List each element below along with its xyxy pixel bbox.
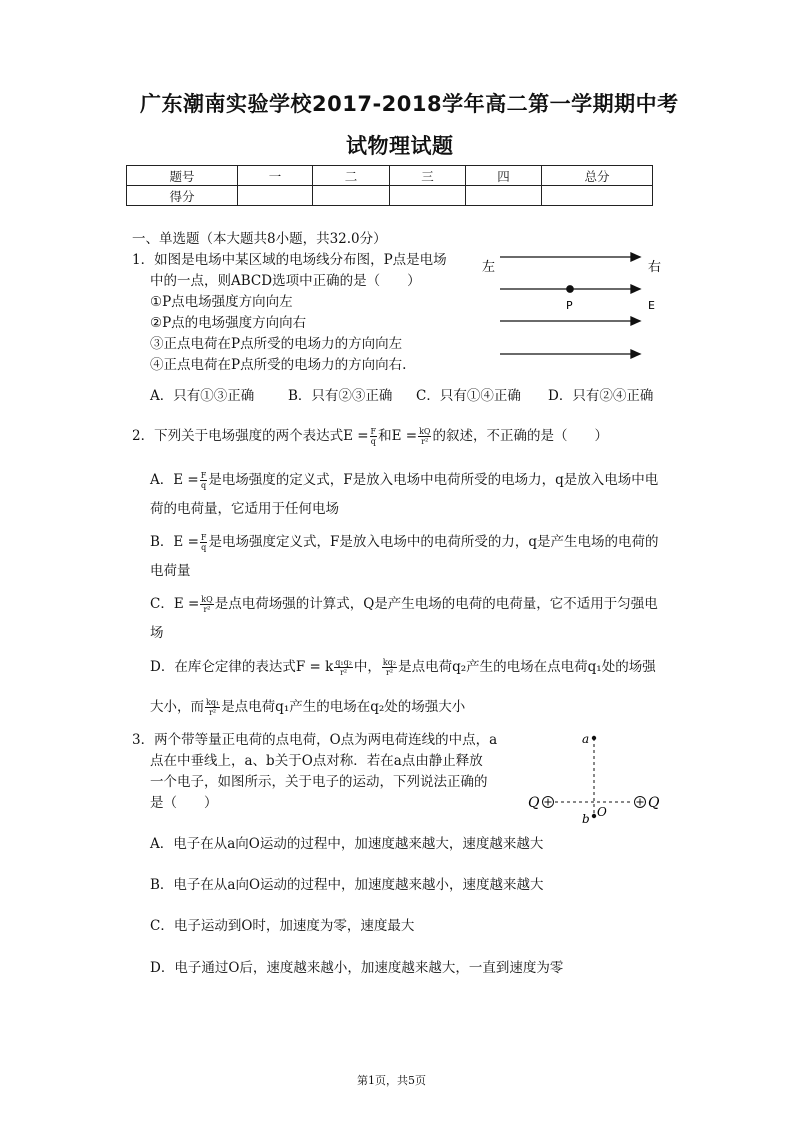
score-table bbox=[126, 165, 653, 206]
fraction-denominator: q bbox=[201, 543, 207, 552]
fraction-numerator: q₁q₂ bbox=[335, 658, 352, 667]
fraction bbox=[200, 471, 208, 490]
fraction-denominator: q bbox=[200, 481, 207, 490]
figure-label-right: 右 bbox=[648, 260, 662, 275]
q2-option-d-line2 bbox=[150, 697, 465, 717]
point-p-dot bbox=[567, 286, 573, 292]
q2-option-b-line2: 电荷量 bbox=[150, 563, 191, 579]
score-table-header-row bbox=[127, 166, 653, 186]
q1-stem-line1: 1．如图是电场中某区域的电场线分布图，P点是电场 bbox=[132, 252, 447, 268]
q1-option-b: B．只有②③正确 bbox=[288, 388, 393, 404]
q2-option-part: 是电场强度定义式，F是放入电场中的电荷所受的力，q是产生电场的电荷的 bbox=[208, 534, 659, 550]
figure-label-b: b bbox=[582, 812, 590, 826]
q2-option-part: 是点电荷q₂产生的电场在点电荷q₁处的场强 bbox=[398, 659, 656, 675]
q3-stem-line4: 是（ ） bbox=[150, 795, 218, 811]
fraction-numerator: F bbox=[370, 427, 377, 436]
table-header-cell: 二 bbox=[313, 166, 390, 186]
figure-label-o: O bbox=[597, 805, 607, 819]
q2-option-part: D．在库仑定律的表达式F = k bbox=[150, 659, 334, 675]
figure-label-q-left: Q bbox=[528, 795, 540, 811]
q2-option-part: 是电场强度的定义式，F是放入电场中电荷所受的电场力，q是放入电场中电 bbox=[208, 472, 659, 488]
q2-option-part: C．E = bbox=[150, 596, 200, 612]
section-heading: 一、单选题（本大题共8小题，共32.0分） bbox=[132, 231, 387, 247]
fraction-numerator: kQ bbox=[201, 595, 213, 604]
q3-stem-line3: 一个电子，如图所示，关于电子的运动，下列说法正确的 bbox=[150, 774, 488, 790]
q3-stem-line1: 3．两个带等量正电荷的点电荷，O点为两电荷连线的中点，a bbox=[132, 732, 498, 748]
fraction bbox=[200, 595, 213, 614]
table-header-cell: 总分 bbox=[542, 166, 653, 186]
q2-option-c-line1 bbox=[150, 594, 658, 614]
fraction bbox=[370, 427, 378, 446]
arrowhead-icon bbox=[631, 285, 640, 293]
q3-stem-line2: 点在中垂线上，a、b关于O点对称．若在a点由静止释放 bbox=[150, 753, 483, 769]
fraction-denominator: r² bbox=[386, 668, 394, 677]
left-positive-charge-icon bbox=[543, 797, 554, 808]
q2-option-b-line1 bbox=[150, 532, 658, 552]
q2-option-c-line2: 场 bbox=[150, 625, 164, 641]
q3-option-a: A．电子在从a向O运动的过程中，加速度越来越大，速度越来越大 bbox=[150, 836, 544, 852]
q3-option-c: C．电子运动到O时，加速度为零，速度最大 bbox=[150, 918, 415, 934]
page-footer: 第1页，共5页 bbox=[357, 1074, 426, 1087]
arrowhead-icon bbox=[631, 317, 640, 325]
fraction-numerator: kQ bbox=[419, 427, 431, 436]
score-cell bbox=[390, 186, 466, 206]
q3-option-b: B．电子在从a向O运动的过程中，加速度越来越小，速度越来越大 bbox=[150, 877, 544, 893]
q2-stem-part: 2．下列关于电场强度的两个表达式E = bbox=[132, 428, 369, 444]
table-row-label: 得分 bbox=[127, 186, 238, 206]
electric-field-lines-figure bbox=[478, 245, 678, 375]
fraction-numerator: kq₂ bbox=[382, 658, 397, 667]
q2-option-a-line2: 荷的电荷量，它适用于任何电场 bbox=[150, 501, 339, 517]
table-header-cell: 四 bbox=[466, 166, 542, 186]
fraction-numerator: F bbox=[200, 471, 207, 480]
table-header-cell: 题号 bbox=[127, 166, 238, 186]
q1-option-d: D．只有②④正确 bbox=[548, 388, 654, 404]
score-table-row bbox=[127, 186, 653, 206]
q3-option-d: D．电子通过O后，速度越来越小，加速度越来越大，一直到速度为零 bbox=[150, 960, 564, 976]
right-positive-charge-icon bbox=[635, 797, 646, 808]
fraction-denominator: r² bbox=[340, 668, 348, 677]
q1-statement-4: ④正点电荷在P点所受的电场力的方向向右. bbox=[150, 357, 407, 373]
q1-statement-2: ②P点的电场强度方向向右 bbox=[150, 315, 307, 331]
fraction bbox=[382, 658, 397, 677]
page-title-line1: 广东潮南实验学校2017-2018学年高二第一学期期中考 bbox=[140, 92, 679, 116]
fraction bbox=[205, 698, 220, 717]
table-header-cell: 一 bbox=[238, 166, 313, 186]
q1-option-a: A．只有①③正确 bbox=[150, 388, 255, 404]
score-cell bbox=[238, 186, 313, 206]
point-a-dot bbox=[592, 736, 596, 740]
q1-statement-3: ③正点电荷在P点所受的电场力的方向向左 bbox=[150, 336, 403, 352]
fraction-denominator: r² bbox=[421, 437, 429, 446]
point-b-dot bbox=[592, 814, 596, 818]
table-header-cell: 三 bbox=[390, 166, 466, 186]
q2-option-part: 是点电荷q₁产生的电场在q₂处的场强大小 bbox=[221, 699, 466, 715]
q2-option-a-line1 bbox=[150, 470, 658, 490]
point-charges-figure bbox=[525, 728, 670, 826]
fraction-numerator: kq₁ bbox=[206, 698, 220, 707]
score-cell bbox=[542, 186, 653, 206]
q2-stem bbox=[132, 426, 608, 446]
q1-stem-line2: 中的一点，则ABCD选项中正确的是（ ） bbox=[150, 273, 421, 289]
fraction bbox=[418, 427, 431, 446]
figure-label-e: E bbox=[648, 299, 655, 312]
fraction-numerator: F bbox=[200, 533, 207, 542]
q2-option-part: 中， bbox=[353, 659, 381, 675]
fraction-denominator: q bbox=[370, 437, 376, 446]
figure-label-left: 左 bbox=[482, 260, 496, 275]
q1-option-c: C．只有①④正确 bbox=[416, 388, 521, 404]
page-title-line2: 试物理试题 bbox=[346, 134, 454, 158]
arrowhead-icon bbox=[631, 350, 640, 358]
fraction bbox=[200, 533, 208, 552]
score-cell bbox=[313, 186, 390, 206]
score-cell bbox=[466, 186, 542, 206]
q1-statement-1: ①P点电场强度方向向左 bbox=[150, 294, 293, 310]
q2-stem-part: 的叙述，不正确的是（ ） bbox=[432, 428, 608, 444]
q2-stem-part: 和E = bbox=[378, 428, 418, 444]
q2-option-d-line1 bbox=[150, 657, 656, 677]
figure-label-q-right: Q bbox=[648, 795, 660, 811]
fraction bbox=[334, 658, 353, 677]
arrowhead-icon bbox=[631, 253, 640, 261]
figure-label-p: P bbox=[566, 299, 573, 312]
fraction-denominator: r² bbox=[203, 605, 211, 614]
q2-option-part: A．E = bbox=[150, 472, 199, 488]
q2-option-part: B．E = bbox=[150, 534, 199, 550]
q2-option-part: 是点电荷场强的计算式，Q是产生电场的电荷的电荷量，它不适用于匀强电 bbox=[214, 596, 658, 612]
fraction-denominator: r² bbox=[209, 708, 217, 717]
figure-label-a: a bbox=[582, 732, 590, 746]
q2-option-part: 大小，而 bbox=[150, 699, 204, 715]
